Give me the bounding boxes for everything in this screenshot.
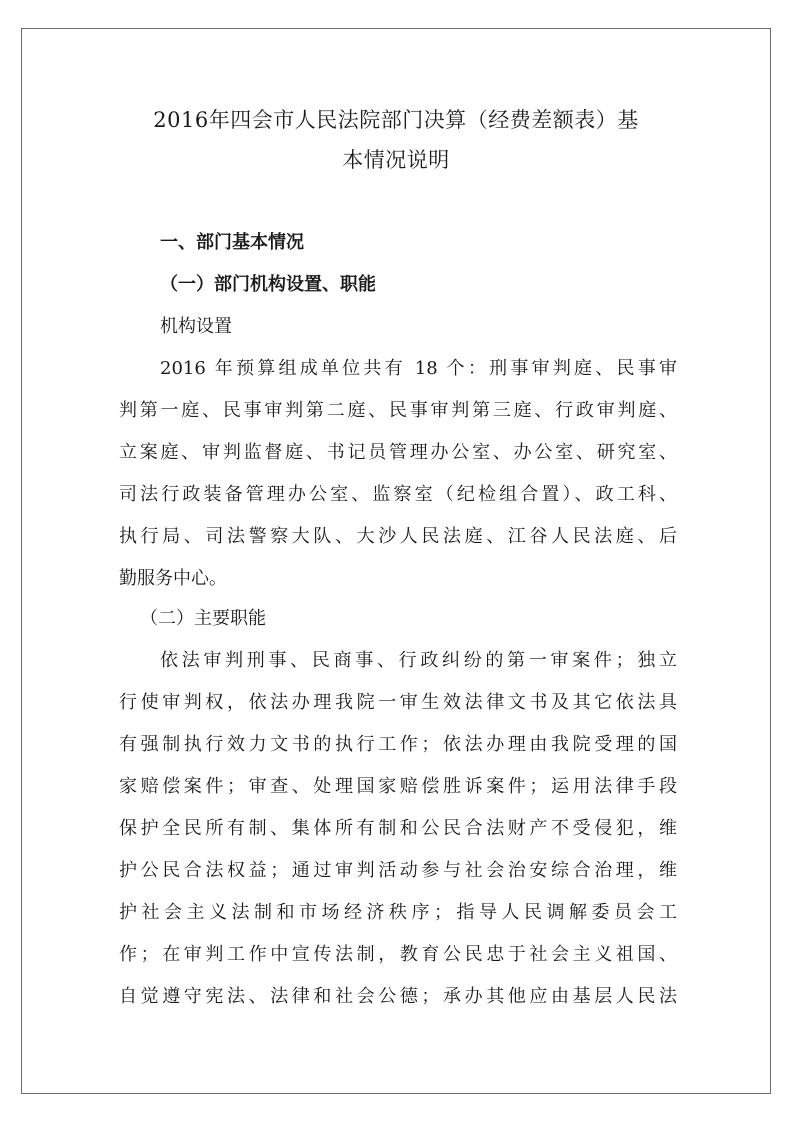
- paragraph-line: 护公民合法权益；通过审判活动参与社会治安综合治理，维: [119, 860, 677, 881]
- paragraph-line: 作；在审判工作中宣传法制，教育公民忠于社会主义祖国、: [119, 944, 677, 965]
- paragraph-line: 2016 年预算组成单位共有 18 个：刑事审判庭、民事审: [160, 358, 677, 379]
- document-title-line-1: 2016年四会市人民法院部门决算（经费差额表）基: [153, 108, 639, 132]
- section-heading-department-overview: 一、部门基本情况: [160, 232, 304, 253]
- paragraph-line: 依法审判刑事、民商事、行政纠纷的第一审案件；独立: [160, 650, 677, 671]
- paragraph-line: 护社会主义法制和市场经济秩序；指导人民调解委员会工: [119, 902, 677, 923]
- paragraph-line: 勤服务中心。: [119, 568, 227, 589]
- paragraph-line: 执行局、司法警察大队、大沙人民法庭、江谷人民法庭、后: [119, 526, 677, 547]
- paragraph-line: 立案庭、审判监督庭、书记员管理办公室、办公室、研究室、: [119, 442, 677, 463]
- paragraph-line: 保护全民所有制、集体所有制和公民合法财产不受侵犯，维: [119, 818, 677, 839]
- page-border: [21, 28, 771, 1094]
- paragraph-line: 判第一庭、民事审判第二庭、民事审判第三庭、行政审判庭、: [119, 400, 677, 421]
- paragraph-line: 有强制执行效力文书的执行工作；依法办理由我院受理的国: [119, 734, 677, 755]
- paragraph-line: 司法行政装备管理办公室、监察室（纪检组合置）、政工科、: [119, 484, 677, 505]
- subsection-label-structure: 机构设置: [160, 316, 232, 337]
- document-title-line-2: 本情况说明: [342, 148, 450, 172]
- paragraph-line: 家赔偿案件；审查、处理国家赔偿胜诉案件；运用法律手段: [119, 776, 677, 797]
- subsection-heading-structure-functions: （一）部门机构设置、职能: [160, 274, 376, 295]
- subsection-heading-main-functions: （二）主要职能: [140, 608, 266, 629]
- paragraph-line: 自觉遵守宪法、法律和社会公德；承办其他应由基层人民法: [119, 986, 677, 1007]
- paragraph-line: 行使审判权，依法办理我院一审生效法律文书及其它依法具: [119, 692, 677, 713]
